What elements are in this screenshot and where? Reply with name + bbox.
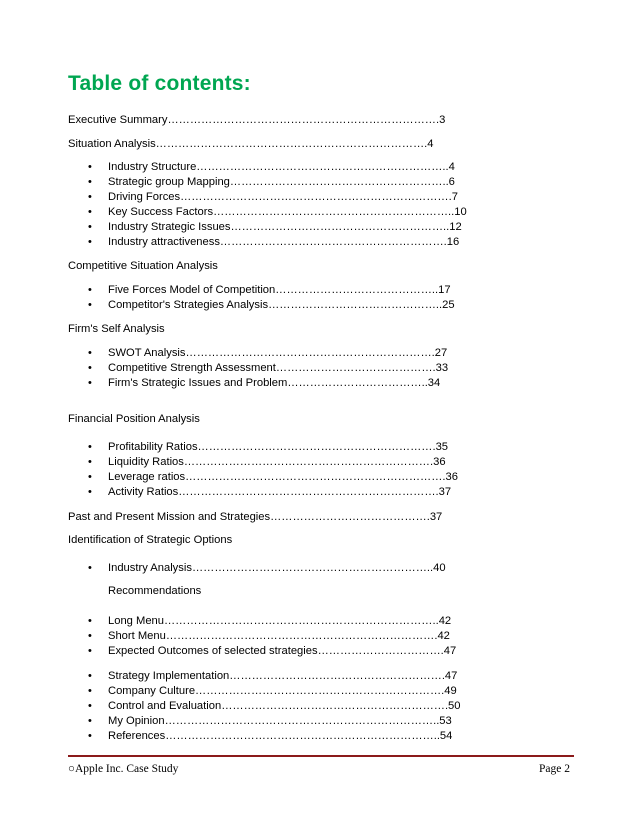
toc-entry: Control and Evaluation…………………………………………………….50 [108, 700, 461, 712]
toc-entry: Profitability Ratios……………………………………………………….35 [108, 441, 449, 453]
toc-entry: Strategy Implementation………………………………………………….47 [108, 670, 458, 682]
footer-document-title [68, 763, 178, 775]
toc-entry: Liquidity Ratios………………………………………………………….36 [108, 456, 446, 468]
bullet-icon: • [88, 486, 92, 498]
toc-entry: Industry Analysis………………………………………………………..40 [108, 562, 446, 574]
bullet-icon: • [88, 685, 92, 697]
footer-left-text: Apple Inc. Case Study [74, 763, 179, 775]
toc-entry: Short Menu……………………………………………………………….42 [108, 630, 450, 642]
page-title: Table of contents: [68, 72, 251, 95]
toc-entry: Competitive Strength Assessment…………………………………….33 [108, 362, 449, 374]
toc-entry: Company Culture………………………………………………………….49 [108, 685, 457, 697]
bullet-icon: • [88, 615, 92, 627]
bullet-icon: • [88, 221, 92, 233]
toc-entry: SWOT Analysis………………………………………………………….27 [108, 347, 448, 359]
bullet-icon: • [88, 362, 92, 374]
bullet-icon: • [88, 715, 92, 727]
toc-entry: Firm's Strategic Issues and Problem………………………………..34 [108, 377, 441, 389]
bullet-icon: • [88, 284, 92, 296]
toc-entry: Key Success Factors………………………………………………………..10 [108, 206, 467, 218]
bullet-icon: • [88, 456, 92, 468]
toc-entry: Strategic group Mapping…………………………………………………..6 [108, 176, 455, 188]
toc-entry: Leverage ratios…………………………………………………………….36 [108, 471, 458, 483]
bullet-icon: • [88, 236, 92, 248]
bullet-icon: • [88, 441, 92, 453]
bullet-icon: • [88, 347, 92, 359]
bullet-icon: • [88, 176, 92, 188]
toc-entry: References………………………………………………………………..54 [108, 730, 453, 742]
bullet-icon: • [88, 730, 92, 742]
bullet-icon: • [88, 645, 92, 657]
toc-entry: Past and Present Mission and Strategies…………………………………….37 [68, 511, 443, 523]
toc-entry: Activity Ratios…………………………………………………………….37 [108, 486, 452, 498]
toc-entry: Situation Analysis……………………………………………………………….4 [68, 138, 434, 150]
bullet-icon: • [88, 377, 92, 389]
toc-entry: Competitor's Strategies Analysis………………………………………..25 [108, 299, 455, 311]
toc-entry: Identification of Strategic Options [68, 534, 233, 546]
footer-page-number: Page 2 [539, 763, 570, 775]
bullet-icon: • [88, 206, 92, 218]
toc-entry: Long Menu………………………………………………………………..42 [108, 615, 452, 627]
toc-entry: Financial Position Analysis [68, 413, 200, 425]
bullet-icon: • [88, 670, 92, 682]
bullet-icon: • [88, 161, 92, 173]
toc-entry: Expected Outcomes of selected strategies…………………………….47 [108, 645, 457, 657]
bullet-icon: • [88, 191, 92, 203]
bullet-icon: • [88, 471, 92, 483]
toc-entry: Recommendations [108, 585, 202, 597]
toc-entry: Five Forces Model of Competition……………………………………..17 [108, 284, 451, 296]
toc-entry: Firm's Self Analysis [68, 323, 165, 335]
toc-entry: Industry attractiveness…………………………………………………….16 [108, 236, 460, 248]
toc-entry: Executive Summary……………………………………………………………….3 [68, 114, 446, 126]
bullet-icon: • [88, 700, 92, 712]
toc-entry: My Opinion………………………………………………………………..53 [108, 715, 452, 727]
bullet-icon: • [88, 299, 92, 311]
footer-ornament-icon: ○ [68, 763, 75, 775]
toc-entry: Industry Strategic Issues…………………………………………………..12 [108, 221, 462, 233]
bullet-icon: • [88, 630, 92, 642]
bullet-icon: • [88, 562, 92, 574]
toc-entry: Industry Structure…………………………………………………………..4 [108, 161, 455, 173]
toc-entry: Competitive Situation Analysis [68, 260, 218, 272]
toc-entry: Driving Forces……………………………………………………………….7 [108, 191, 458, 203]
footer-rule [68, 755, 574, 757]
